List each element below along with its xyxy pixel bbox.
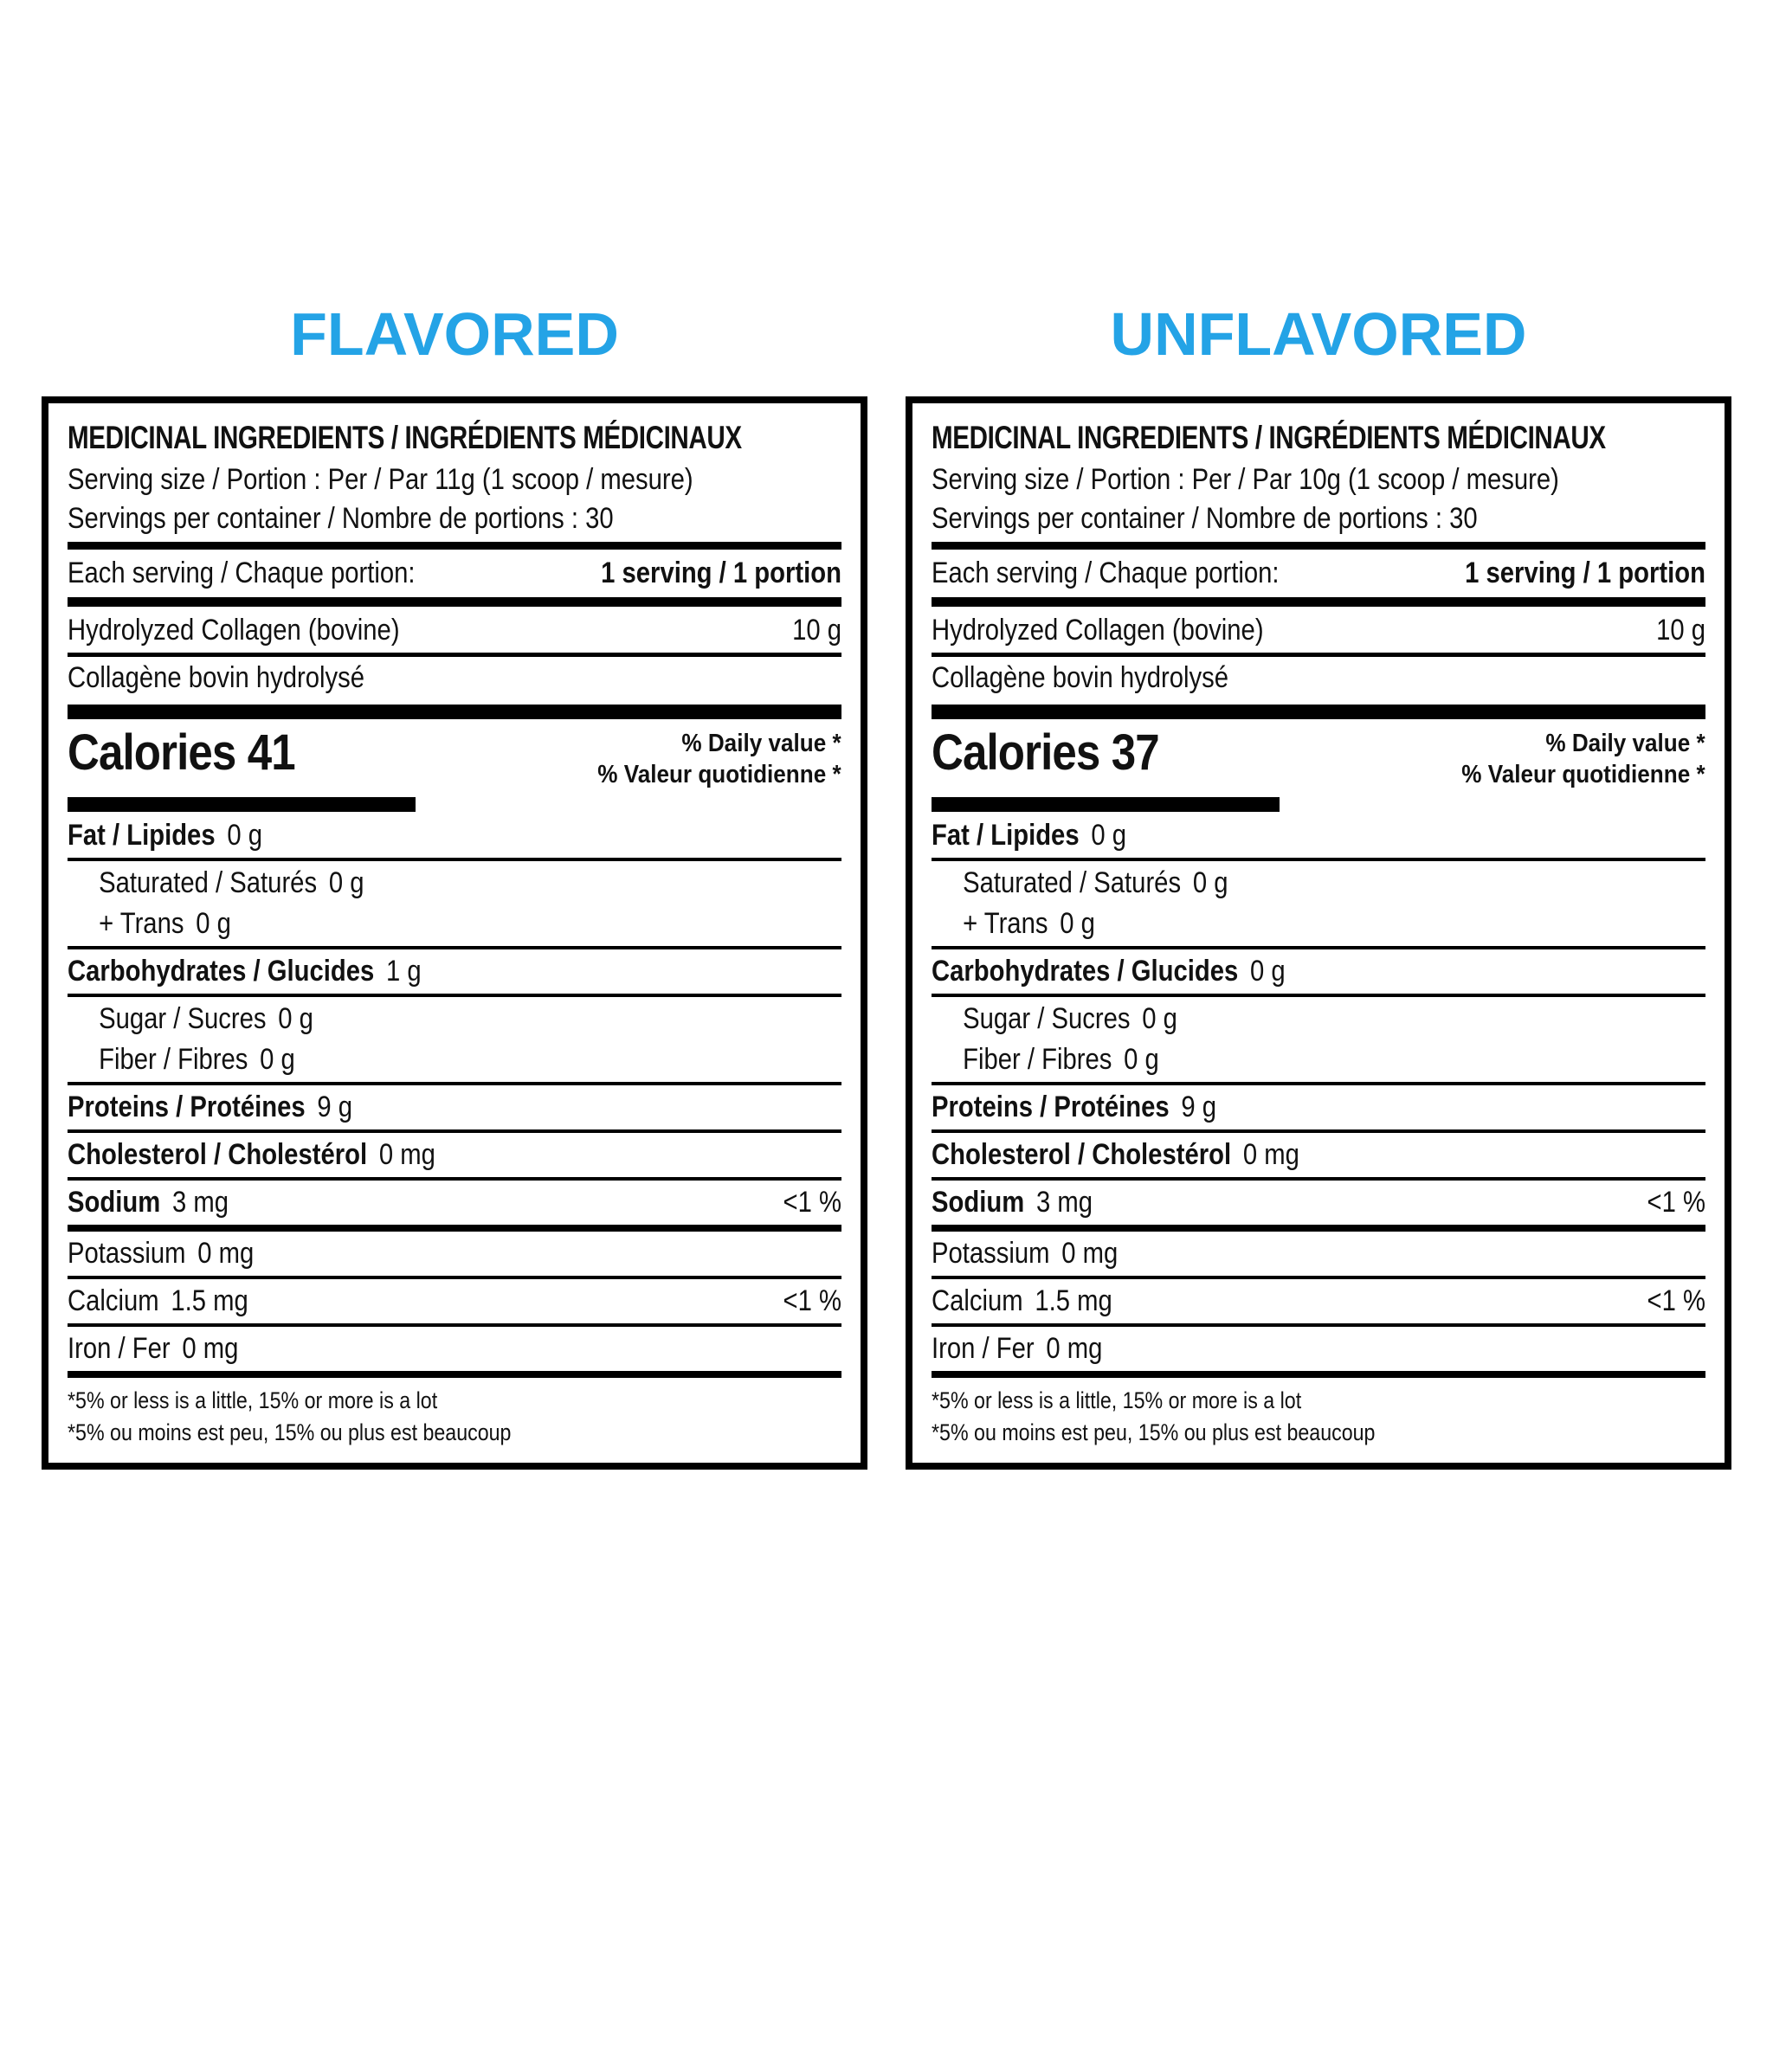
nutrient-amount: 0 g	[196, 907, 231, 940]
nutrient-row	[932, 999, 1705, 1039]
nutrient-name: Saturated / Saturés	[963, 866, 1182, 899]
daily-value-note	[598, 728, 841, 790]
labels-comparison	[0, 299, 1773, 1470]
nutrient-amount: 0 g	[1091, 819, 1126, 852]
nutrient-amount: 0 mg	[1046, 1332, 1103, 1365]
nutrient-amount: 0 g	[1124, 1043, 1159, 1076]
nutrient-row	[932, 1281, 1705, 1322]
nutrient-name: Carbohydrates / Glucides	[932, 955, 1239, 988]
nutrient-daily-value: <1 %	[783, 1284, 841, 1317]
nutrient-name: Iron / Fer	[68, 1332, 171, 1365]
nutrient-name: + Trans	[963, 907, 1048, 940]
calories-row	[68, 724, 841, 790]
divider	[932, 1177, 1705, 1181]
divider	[932, 542, 1705, 550]
nutrient-row	[68, 999, 841, 1039]
collagen-french-line: Collagène bovin hydrolysé	[68, 661, 364, 694]
calories-value	[932, 724, 1159, 782]
nutrient-name: Iron / Fer	[932, 1332, 1035, 1365]
flavored-nutrition-label	[42, 396, 867, 1470]
label-title: MEDICINAL INGREDIENTS / INGRÉDIENTS MÉDICINAUX	[68, 420, 742, 455]
nutrient-row	[932, 1329, 1705, 1369]
divider	[68, 653, 841, 657]
divider	[68, 1082, 841, 1085]
each-serving-label: Each serving / Chaque portion:	[68, 557, 416, 589]
nutrient-amount: 0 g	[1060, 907, 1095, 940]
nutrient-name: Carbohydrates / Glucides	[68, 955, 375, 988]
nutrient-amount: 0 mg	[378, 1138, 435, 1171]
footnote-line: *5% ou moins est peu, 15% ou plus est beaucoup	[932, 1419, 1376, 1445]
divider	[932, 946, 1705, 949]
nutrient-amount: 0 g	[1142, 1002, 1177, 1035]
nutrient-row	[68, 1087, 841, 1128]
nutrient-row	[68, 1233, 841, 1274]
nutrient-row	[68, 1039, 841, 1080]
divider	[68, 597, 841, 607]
nutrient-row	[932, 1135, 1705, 1175]
label-title: MEDICINAL INGREDIENTS / INGRÉDIENTS MÉDICINAUX	[932, 420, 1606, 455]
nutrient-row	[932, 815, 1705, 856]
divider	[68, 858, 841, 861]
calories-number: 41	[247, 724, 295, 781]
nutrient-amount: 1.5 mg	[171, 1284, 248, 1317]
nutrient-row	[68, 1135, 841, 1175]
nutrient-name: Fat / Lipides	[68, 819, 216, 852]
calories-value	[68, 724, 295, 782]
divider	[932, 653, 1705, 657]
nutrient-name: Calcium	[68, 1284, 159, 1317]
collagen-row	[68, 610, 841, 651]
nutrient-name: Proteins / Protéines	[932, 1091, 1170, 1123]
nutrient-row	[932, 951, 1705, 992]
footnote-line: *5% or less is a little, 15% or more is a lot	[68, 1387, 438, 1413]
nutrient-name: Potassium	[932, 1237, 1050, 1270]
nutrient-amount: 0 g	[328, 866, 364, 899]
footnote-line: *5% ou moins est peu, 15% ou plus est beaucoup	[68, 1419, 512, 1445]
divider	[932, 994, 1705, 997]
unflavored-heading: UNFLAVORED	[1110, 300, 1527, 368]
nutrient-row	[932, 1039, 1705, 1080]
serving-size-line: Serving size / Portion : Per / Par 10g (1 scoop / mesure)	[932, 463, 1559, 496]
nutrient-name: Sodium	[932, 1186, 1025, 1219]
calories-label: Calories	[932, 724, 1100, 781]
nutrient-row	[932, 1182, 1705, 1223]
nutrient-amount: 0 mg	[182, 1332, 239, 1365]
divider	[932, 1082, 1705, 1085]
nutrient-amount: 0 g	[1192, 866, 1228, 899]
nutrient-row	[932, 904, 1705, 944]
divider	[68, 1129, 841, 1133]
nutrient-amount: 0 g	[1249, 955, 1286, 988]
flavored-panel	[42, 299, 867, 1470]
divider	[68, 1225, 841, 1232]
collagen-amount: 10 g	[792, 614, 841, 647]
daily-value-en: % Daily value *	[1545, 730, 1705, 757]
nutrient-amount: 0 mg	[197, 1237, 255, 1270]
collagen-amount: 10 g	[1656, 614, 1705, 647]
nutrient-row	[68, 951, 841, 992]
serving-size-line: Serving size / Portion : Per / Par 11g (1 scoop / mesure)	[68, 463, 693, 496]
nutrient-row	[68, 815, 841, 856]
each-serving-row	[68, 553, 841, 594]
nutrient-daily-value: <1 %	[1647, 1284, 1705, 1317]
nutrient-name: Sodium	[68, 1186, 161, 1219]
nutrient-amount: 0 mg	[1061, 1237, 1119, 1270]
servings-per-container-line: Servings per container / Nombre de portions : 30	[932, 502, 1478, 535]
collagen-name: Hydrolyzed Collagen (bovine)	[932, 614, 1264, 647]
divider	[68, 705, 841, 719]
nutrient-rows	[932, 815, 1705, 1378]
collagen-name: Hydrolyzed Collagen (bovine)	[68, 614, 400, 647]
divider	[68, 1177, 841, 1181]
nutrient-amount: 3 mg	[171, 1186, 229, 1219]
divider	[68, 542, 841, 550]
nutrient-row	[68, 1182, 841, 1223]
calories-number: 37	[1111, 724, 1159, 781]
daily-value-note	[1462, 728, 1705, 790]
footnotes	[932, 1385, 1705, 1449]
nutrient-amount: 9 g	[1181, 1091, 1217, 1123]
footnote-line: *5% or less is a little, 15% or more is a lot	[932, 1387, 1302, 1413]
nutrient-name: Fiber / Fibres	[99, 1043, 248, 1076]
nutrient-name: Calcium	[932, 1284, 1023, 1317]
nutrient-amount: 0 g	[278, 1002, 313, 1035]
nutrient-name: Cholesterol / Cholestérol	[68, 1138, 368, 1171]
nutrient-row	[68, 1281, 841, 1322]
daily-value-fr: % Valeur quotidienne *	[1461, 761, 1705, 788]
divider	[932, 597, 1705, 607]
nutrient-row	[68, 1329, 841, 1369]
nutrient-name: + Trans	[99, 907, 184, 940]
divider	[932, 1225, 1705, 1232]
unflavored-panel	[906, 299, 1731, 1470]
nutrient-name: Fiber / Fibres	[963, 1043, 1112, 1076]
nutrient-amount: 1 g	[385, 955, 422, 988]
nutrient-daily-value: <1 %	[1647, 1186, 1705, 1219]
calories-underbar	[68, 797, 416, 812]
divider	[932, 1323, 1705, 1327]
daily-value-en: % Daily value *	[681, 730, 841, 757]
nutrient-amount: 3 mg	[1035, 1186, 1093, 1219]
footnotes	[68, 1385, 841, 1449]
each-serving-label: Each serving / Chaque portion:	[932, 557, 1280, 589]
nutrient-amount: 9 g	[317, 1091, 353, 1123]
nutrient-row	[932, 1233, 1705, 1274]
nutrient-name: Proteins / Protéines	[68, 1091, 306, 1123]
nutrient-rows	[68, 815, 841, 1378]
calories-label: Calories	[68, 724, 236, 781]
each-serving-value: 1 serving / 1 portion	[601, 557, 841, 589]
nutrient-amount: 0 g	[260, 1043, 295, 1076]
divider	[68, 1276, 841, 1279]
divider	[932, 1276, 1705, 1279]
divider	[932, 1371, 1705, 1378]
collagen-french-line: Collagène bovin hydrolysé	[932, 661, 1228, 694]
nutrient-name: Fat / Lipides	[932, 819, 1080, 852]
nutrient-amount: 0 g	[227, 819, 262, 852]
nutrient-name: Potassium	[68, 1237, 186, 1270]
nutrient-name: Sugar / Sucres	[963, 1002, 1131, 1035]
calories-underbar	[932, 797, 1280, 812]
nutrient-row	[68, 863, 841, 904]
each-serving-value: 1 serving / 1 portion	[1465, 557, 1705, 589]
daily-value-fr: % Valeur quotidienne *	[597, 761, 841, 788]
unflavored-nutrition-label	[906, 396, 1731, 1470]
each-serving-row	[932, 553, 1705, 594]
calories-row	[932, 724, 1705, 790]
nutrient-daily-value: <1 %	[783, 1186, 841, 1219]
nutrient-row	[68, 904, 841, 944]
nutrient-name: Cholesterol / Cholestérol	[932, 1138, 1232, 1171]
nutrient-row	[932, 863, 1705, 904]
nutrient-row	[932, 1087, 1705, 1128]
divider	[68, 994, 841, 997]
divider	[68, 946, 841, 949]
nutrient-name: Sugar / Sucres	[99, 1002, 267, 1035]
divider	[932, 858, 1705, 861]
divider	[932, 705, 1705, 719]
flavored-heading: FLAVORED	[290, 300, 619, 368]
collagen-row	[932, 610, 1705, 651]
divider	[68, 1371, 841, 1378]
divider	[932, 1129, 1705, 1133]
servings-per-container-line: Servings per container / Nombre de portions : 30	[68, 502, 614, 535]
nutrient-amount: 0 mg	[1242, 1138, 1299, 1171]
divider	[68, 1323, 841, 1327]
nutrient-name: Saturated / Saturés	[99, 866, 318, 899]
nutrient-amount: 1.5 mg	[1035, 1284, 1112, 1317]
